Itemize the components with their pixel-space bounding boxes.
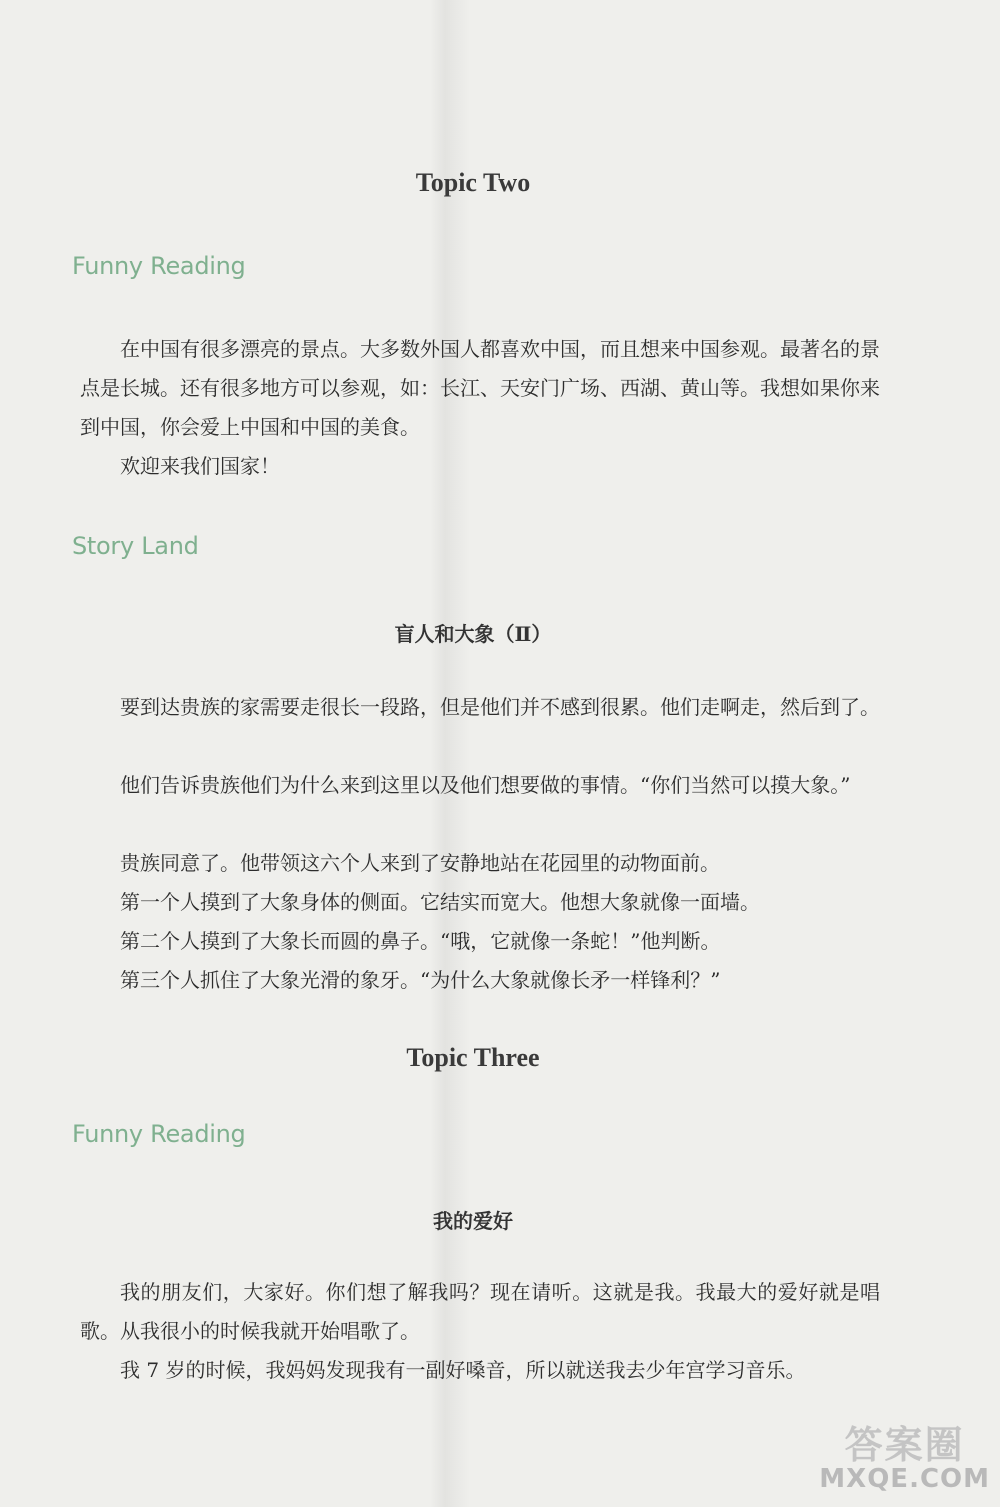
- funny-reading-paragraph: 欢迎来我们国家！: [120, 454, 280, 478]
- story-paragraph: 第二个人摸到了大象长而圆的鼻子。“哦，它就像一条蛇！”他判断。: [120, 929, 721, 953]
- funny-reading-paragraph: 在中国有很多漂亮的景点。大多数外国人都喜欢中国，而且想来中国参观。最著名的景点是长城。还有很多地方可以参观，如：长江、天安门广场、西湖、黄山等。我想如果你来到中国，你会爱上中国和中国的美食。: [80, 337, 880, 439]
- topic-three-title: Topic Three: [406, 1043, 540, 1072]
- funny-reading-label: Funny Reading: [72, 1120, 246, 1148]
- topic-two-title: Topic Two: [415, 168, 531, 197]
- hobby-paragraph: 我的朋友们，大家好。你们想了解我吗？现在请听。这就是我。我最大的爱好就是唱歌。从我很小的时候我就开始唱歌了。: [80, 1280, 880, 1343]
- funny-reading-label: Funny Reading: [72, 252, 246, 280]
- story-title: 盲人和大象（Ⅱ）: [394, 622, 552, 646]
- story-paragraph: 第一个人摸到了大象身体的侧面。它结实而宽大。他想大象就像一面墙。: [120, 890, 760, 914]
- story-paragraph: 第三个人抓住了大象光滑的象牙。“为什么大象就像长矛一样锋利？”: [120, 968, 721, 992]
- story-land-label: Story Land: [72, 532, 199, 560]
- story-title: 我的爱好: [433, 1209, 513, 1233]
- story-paragraph: 他们告诉贵族他们为什么来到这里以及他们想要做的事情。“你们当然可以摸大象。”: [120, 773, 851, 797]
- site-watermark: [819, 1425, 990, 1493]
- story-paragraph: 贵族同意了。他带领这六个人来到了安静地站在花园里的动物面前。: [120, 851, 720, 875]
- hobby-paragraph: 我 7 岁的时候，我妈妈发现我有一副好嗓音，所以就送我去少年宫学习音乐。: [120, 1358, 806, 1382]
- watermark-logo: 答案圈: [844, 1423, 965, 1467]
- watermark-url: MXQE.COM: [819, 1464, 990, 1494]
- story-paragraph: 要到达贵族的家需要走很长一段路，但是他们并不感到很累。他们走啊走，然后到了。: [120, 695, 880, 719]
